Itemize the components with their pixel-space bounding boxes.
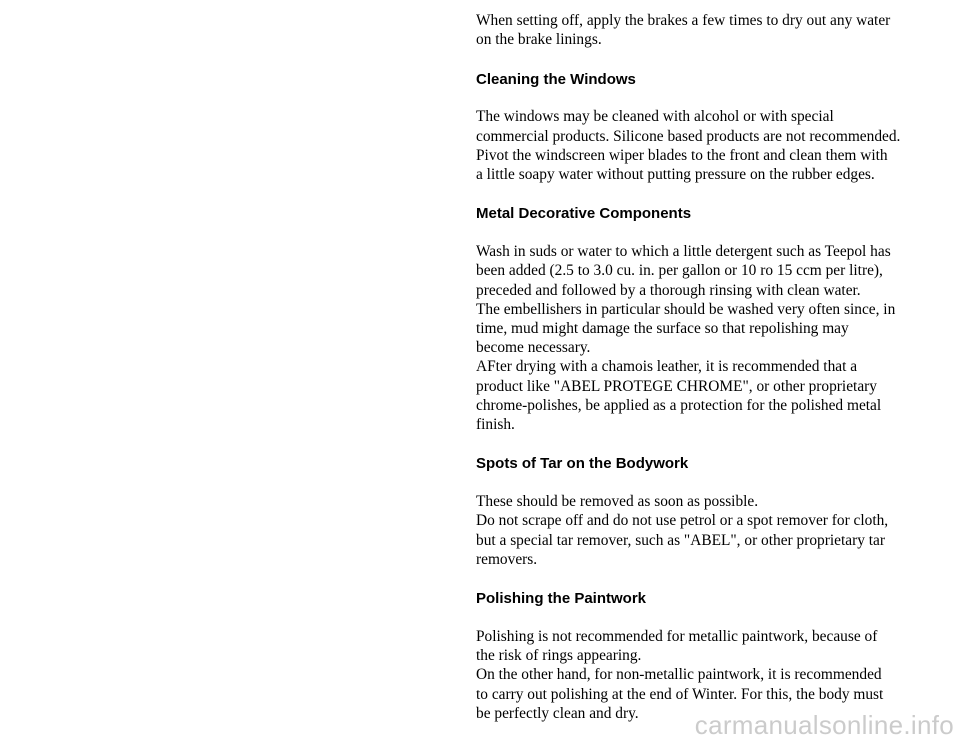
text-line: but a special tar remover, such as "ABEL", or other proprietary tar <box>476 531 885 549</box>
section-heading-spots-of-tar: Spots of Tar on the Bodywork <box>476 455 689 473</box>
text-line: Pivot the windscreen wiper blades to the front and clean them with <box>476 146 888 164</box>
section-paragraph-cleaning-windows <box>476 107 946 184</box>
text-line: the risk of rings appearing. <box>476 647 642 665</box>
intro-paragraph <box>476 11 946 49</box>
section-heading-cleaning-windows: Cleaning the Windows <box>476 71 636 89</box>
text-line: The embellishers in particular should be washed very often since, in <box>476 300 896 318</box>
text-line: product like "ABEL PROTEGE CHROME", or other proprietary <box>476 377 877 395</box>
text-line: finish. <box>476 416 515 434</box>
section-heading-polishing-paintwork: Polishing the Paintwork <box>476 590 647 608</box>
text-line: been added (2.5 to 3.0 cu. in. per gallon or 10 ro 15 ccm per litre), <box>476 262 883 280</box>
text-line: Do not scrape off and do not use petrol or a spot remover for cloth, <box>476 512 889 530</box>
document-page <box>476 8 946 723</box>
text-line: commercial products. Silicone based products are not recommended. <box>476 127 901 145</box>
text-line: Wash in suds or water to which a little detergent such as Teepol has <box>476 243 891 261</box>
text-line: Polishing is not recommended for metallic paintwork, because of <box>476 628 878 646</box>
text-line: time, mud might damage the surface so that repolishing may <box>476 320 849 338</box>
section-heading-metal-decorative: Metal Decorative Components <box>476 205 692 223</box>
text-line: become necessary. <box>476 339 591 357</box>
section-paragraph-spots-of-tar <box>476 492 946 569</box>
section-paragraph-polishing-paintwork <box>476 627 946 723</box>
text-line: The windows may be cleaned with alcohol or with special <box>476 108 834 126</box>
watermark: carmanualsonline.info <box>694 710 954 740</box>
text-line: on the brake linings. <box>476 31 602 49</box>
text-line: removers. <box>476 550 538 568</box>
text-line: AFter drying with a chamois leather, it is recommended that a <box>476 358 858 376</box>
text-line: to carry out polishing at the end of Winter. For this, the body must <box>476 685 884 703</box>
text-line: preceded and followed by a thorough rinsing with clean water. <box>476 281 861 299</box>
text-line: On the other hand, for non-metallic paintwork, it is recommended <box>476 666 882 684</box>
text-line: a little soapy water without putting pressure on the rubber edges. <box>476 166 875 184</box>
text-line: When setting off, apply the brakes a few times to dry out any water <box>476 12 891 29</box>
text-line: These should be removed as soon as possible. <box>476 493 759 511</box>
section-paragraph-metal-decorative <box>476 242 946 434</box>
text-line: chrome-polishes, be applied as a protection for the polished metal <box>476 396 882 414</box>
text-line: be perfectly clean and dry. <box>476 704 639 722</box>
